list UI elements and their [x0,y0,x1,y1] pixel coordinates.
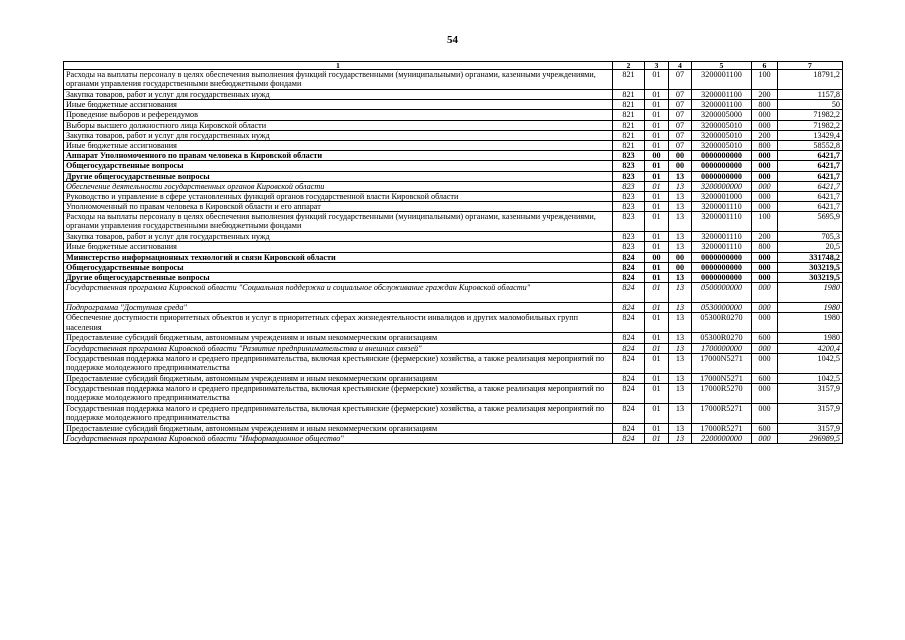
amount: 1157,8 [778,90,843,100]
ministry-code: 824 [613,403,645,423]
expense-type-code: 600 [752,423,778,433]
target-article-code: 0500000000 [692,283,752,303]
expense-type-code: 000 [752,262,778,272]
table-row [64,70,843,90]
table-row [64,262,843,272]
row-description: Другие общегосударственные вопросы [64,171,613,181]
ministry-code: 821 [613,70,645,90]
expense-type-code: 200 [752,90,778,100]
subsection-code: 13 [669,333,692,343]
subsection-code: 13 [669,232,692,242]
ministry-code: 823 [613,202,645,212]
table-row [64,383,843,403]
table-row [64,90,843,100]
section-code: 00 [645,252,669,262]
row-description: Расходы на выплаты персоналу в целях обеспечения выполнения функций государственными (муниципальными) органами, казенными учреждениями, органами управления государственными внебюджетными фондами [64,70,613,90]
table-row [64,110,843,120]
amount: 13429,4 [778,130,843,140]
section-code: 01 [645,403,669,423]
ministry-code: 824 [613,313,645,333]
section-code: 01 [645,212,669,232]
expense-type-code: 000 [752,434,778,444]
target-article-code: 3200000000 [692,181,752,191]
ministry-code: 823 [613,151,645,161]
ministry-code: 824 [613,333,645,343]
section-code: 01 [645,202,669,212]
subsection-code: 07 [669,140,692,150]
row-description: Иные бюджетные ассигнования [64,140,613,150]
amount: 6421,7 [778,181,843,191]
subsection-code: 13 [669,242,692,252]
section-code: 01 [645,242,669,252]
amount: 71982,2 [778,120,843,130]
amount: 50 [778,100,843,110]
row-description: Министерство информационных технологий и связи Кировской области [64,252,613,262]
amount: 3157,9 [778,423,843,433]
expense-type-code: 000 [752,403,778,423]
subsection-code: 13 [669,283,692,303]
header-cell: 3 [645,62,669,70]
row-description: Аппарат Уполномоченного по правам человека в Кировской области [64,151,613,161]
target-article-code: 17000N5271 [692,353,752,373]
target-article-code: 17000R5271 [692,403,752,423]
expense-type-code: 000 [752,120,778,130]
section-code: 01 [645,110,669,120]
ministry-code: 824 [613,252,645,262]
expense-type-code: 200 [752,130,778,140]
section-code: 01 [645,161,669,171]
section-code: 01 [645,383,669,403]
subsection-code: 13 [669,383,692,403]
amount: 296989,5 [778,434,843,444]
row-description: Уполномоченный по правам человека в Кировской области и его аппарат [64,202,613,212]
ministry-code: 823 [613,242,645,252]
subsection-code: 07 [669,70,692,90]
target-article-code: 0000000000 [692,262,752,272]
subsection-code: 13 [669,171,692,181]
section-code: 00 [645,151,669,161]
section-code: 01 [645,303,669,313]
section-code: 01 [645,140,669,150]
expense-type-code: 000 [752,353,778,373]
table-row [64,161,843,171]
target-article-code: 3200005010 [692,130,752,140]
subsection-code: 13 [669,191,692,201]
table-row [64,191,843,201]
ministry-code: 824 [613,423,645,433]
table-row [64,333,843,343]
table-row [64,303,843,313]
table-row [64,232,843,242]
section-code: 01 [645,423,669,433]
row-description: Государственная программа Кировской области "Развитие предпринимательства и внешних связей" [64,343,613,353]
table-row [64,212,843,232]
target-article-code: 3200001100 [692,90,752,100]
subsection-code: 07 [669,100,692,110]
table-row [64,283,843,303]
amount: 1980 [778,283,843,303]
budget-table [63,61,843,444]
page-number: 54 [447,34,458,46]
expense-type-code: 600 [752,373,778,383]
ministry-code: 823 [613,191,645,201]
subsection-code: 13 [669,273,692,283]
table-row [64,181,843,191]
ministry-code: 824 [613,262,645,272]
expense-type-code: 000 [752,273,778,283]
ministry-code: 823 [613,232,645,242]
amount: 1980 [778,333,843,343]
section-code: 01 [645,171,669,181]
expense-type-code: 100 [752,212,778,232]
table-row [64,242,843,252]
table-row [64,120,843,130]
row-description: Государственная поддержка малого и среднего предпринимательства, включая крестьянские (фермерские) хозяйства, а также реализация мероприятий по поддержке молодежного предпринимательства [64,383,613,403]
target-article-code: 0000000000 [692,273,752,283]
ministry-code: 824 [613,383,645,403]
section-code: 01 [645,343,669,353]
row-description: Расходы на выплаты персоналу в целях обеспечения выполнения функций государственными (муниципальными) органами, казенными учреждениями, органами управления государственными внебюджетными фондами [64,212,613,232]
row-description: Государственная поддержка малого и среднего предпринимательства, включая крестьянские (фермерские) хозяйства, а также реализация мероприятий по поддержке молодежного предпринимательства [64,403,613,423]
target-article-code: 3200001110 [692,212,752,232]
subsection-code: 13 [669,313,692,333]
table-row [64,100,843,110]
section-code: 01 [645,181,669,191]
row-description: Предоставление субсидий бюджетным, автономным учреждениям и иным некоммерческим организациям [64,333,613,343]
section-code: 01 [645,262,669,272]
row-description: Подпрограмма "Доступная среда" [64,303,613,313]
table-row [64,434,843,444]
target-article-code: 0530000000 [692,303,752,313]
section-code: 01 [645,283,669,303]
table-row [64,423,843,433]
table-row [64,343,843,353]
target-article-code: 3200001110 [692,202,752,212]
expense-type-code: 000 [752,171,778,181]
header-cell: 7 [778,62,843,70]
section-code: 01 [645,232,669,242]
target-article-code: 3200001110 [692,232,752,242]
target-article-code: 17000R5271 [692,423,752,433]
expense-type-code: 200 [752,232,778,242]
expense-type-code: 000 [752,343,778,353]
expense-type-code: 000 [752,383,778,403]
target-article-code: 3200001100 [692,70,752,90]
amount: 303219,5 [778,262,843,272]
subsection-code: 13 [669,434,692,444]
ministry-code: 821 [613,130,645,140]
section-code: 01 [645,434,669,444]
ministry-code: 821 [613,120,645,130]
subsection-code: 13 [669,181,692,191]
row-description: Закупка товаров, работ и услуг для государственных нужд [64,90,613,100]
expense-type-code: 000 [752,110,778,120]
ministry-code: 824 [613,373,645,383]
target-article-code: 3200001000 [692,191,752,201]
subsection-code: 13 [669,202,692,212]
table-row [64,273,843,283]
subsection-code: 13 [669,343,692,353]
row-description: Иные бюджетные ассигнования [64,100,613,110]
section-code: 01 [645,120,669,130]
table-row [64,353,843,373]
amount: 6421,7 [778,171,843,181]
section-code: 01 [645,313,669,333]
expense-type-code: 800 [752,100,778,110]
header-cell: 1 [64,62,613,70]
ministry-code: 824 [613,303,645,313]
section-code: 01 [645,90,669,100]
expense-type-code: 000 [752,191,778,201]
table-row [64,151,843,161]
row-description: Государственная поддержка малого и среднего предпринимательства, включая крестьянские (фермерские) хозяйства, а также реализация мероприятий по поддержке молодежного предпринимательства [64,353,613,373]
target-article-code: 17000R5270 [692,383,752,403]
section-code: 01 [645,273,669,283]
row-description: Государственная программа Кировской области "Информационное общество" [64,434,613,444]
ministry-code: 824 [613,283,645,303]
amount: 303219,5 [778,273,843,283]
target-article-code: 3200005000 [692,110,752,120]
table-body [64,62,843,444]
row-description: Государственная программа Кировской области "Социальная поддержка и социальное обслуживание граждан Кировской области" [64,283,613,303]
target-article-code: 0000000000 [692,252,752,262]
header-cell: 6 [752,62,778,70]
ministry-code: 823 [613,161,645,171]
ministry-code: 821 [613,100,645,110]
section-code: 01 [645,333,669,343]
target-article-code: 0000000000 [692,171,752,181]
row-description: Общегосударственные вопросы [64,262,613,272]
target-article-code: 3200001110 [692,242,752,252]
expense-type-code: 600 [752,333,778,343]
table-row [64,252,843,262]
target-article-code: 2200000000 [692,434,752,444]
amount: 18791,2 [778,70,843,90]
expense-type-code: 800 [752,242,778,252]
expense-type-code: 000 [752,161,778,171]
section-code: 01 [645,353,669,373]
expense-type-code: 000 [752,181,778,191]
amount: 20,5 [778,242,843,252]
subsection-code: 00 [669,161,692,171]
subsection-code: 13 [669,373,692,383]
expense-type-code: 000 [752,151,778,161]
ministry-code: 823 [613,212,645,232]
expense-type-code: 000 [752,202,778,212]
target-article-code: 3200005010 [692,120,752,130]
header-cell: 2 [613,62,645,70]
subsection-code: 13 [669,403,692,423]
ministry-code: 824 [613,343,645,353]
ministry-code: 821 [613,90,645,100]
amount: 58552,8 [778,140,843,150]
subsection-code: 00 [669,262,692,272]
table-row [64,140,843,150]
subsection-code: 13 [669,212,692,232]
expense-type-code: 000 [752,313,778,333]
row-description: Обеспечение доступности приоритетных объектов и услуг в приоритетных сферах жизнедеятельности инвалидов и других маломобильных групп населения [64,313,613,333]
subsection-code: 13 [669,303,692,313]
expense-type-code: 000 [752,303,778,313]
amount: 1042,5 [778,353,843,373]
target-article-code: 05300R0270 [692,333,752,343]
subsection-code: 07 [669,120,692,130]
section-code: 01 [645,70,669,90]
target-article-code: 0000000000 [692,151,752,161]
amount: 1980 [778,313,843,333]
target-article-code: 1700000000 [692,343,752,353]
header-cell: 4 [669,62,692,70]
ministry-code: 824 [613,434,645,444]
row-description: Иные бюджетные ассигнования [64,242,613,252]
table-header-row [64,62,843,70]
row-description: Предоставление субсидий бюджетным, автономным учреждениям и иным некоммерческим организациям [64,423,613,433]
target-article-code: 3200001100 [692,100,752,110]
header-cell: 5 [692,62,752,70]
amount: 1042,5 [778,373,843,383]
row-description: Предоставление субсидий бюджетным, автономным учреждениям и иным некоммерческим организациям [64,373,613,383]
expense-type-code: 000 [752,283,778,303]
target-article-code: 0000000000 [692,161,752,171]
section-code: 01 [645,191,669,201]
target-article-code: 17000N5271 [692,373,752,383]
amount: 71982,2 [778,110,843,120]
subsection-code: 07 [669,130,692,140]
ministry-code: 824 [613,273,645,283]
amount: 1980 [778,303,843,313]
expense-type-code: 800 [752,140,778,150]
subsection-code: 13 [669,423,692,433]
subsection-code: 00 [669,151,692,161]
table-row [64,130,843,140]
amount: 6421,7 [778,202,843,212]
expense-type-code: 000 [752,252,778,262]
ministry-code: 821 [613,110,645,120]
row-description: Другие общегосударственные вопросы [64,273,613,283]
row-description: Общегосударственные вопросы [64,161,613,171]
subsection-code: 07 [669,90,692,100]
target-article-code: 05300R0270 [692,313,752,333]
amount: 3157,9 [778,383,843,403]
ministry-code: 823 [613,171,645,181]
ministry-code: 824 [613,353,645,373]
ministry-code: 823 [613,181,645,191]
row-description: Закупка товаров, работ и услуг для государственных нужд [64,130,613,140]
section-code: 01 [645,130,669,140]
amount: 331748,2 [778,252,843,262]
amount: 6421,7 [778,191,843,201]
row-description: Проведение выборов и референдумов [64,110,613,120]
table-row [64,403,843,423]
amount: 6421,7 [778,161,843,171]
subsection-code: 07 [669,110,692,120]
subsection-code: 00 [669,252,692,262]
amount: 705,3 [778,232,843,242]
amount: 6421,7 [778,151,843,161]
table-row [64,313,843,333]
table-row [64,373,843,383]
row-description: Выборы высшего должностного лица Кировской области [64,120,613,130]
ministry-code: 821 [613,140,645,150]
amount: 4200,4 [778,343,843,353]
target-article-code: 3200005010 [692,140,752,150]
section-code: 01 [645,373,669,383]
row-description: Закупка товаров, работ и услуг для государственных нужд [64,232,613,242]
amount: 5695,9 [778,212,843,232]
row-description: Руководство и управление в сфере установленных функций органов государственной власти Кировской области [64,191,613,201]
table-row [64,202,843,212]
subsection-code: 13 [669,353,692,373]
table-row [64,171,843,181]
row-description: Обеспечение деятельности государственных органов Кировской области [64,181,613,191]
section-code: 01 [645,100,669,110]
expense-type-code: 100 [752,70,778,90]
amount: 3157,9 [778,403,843,423]
